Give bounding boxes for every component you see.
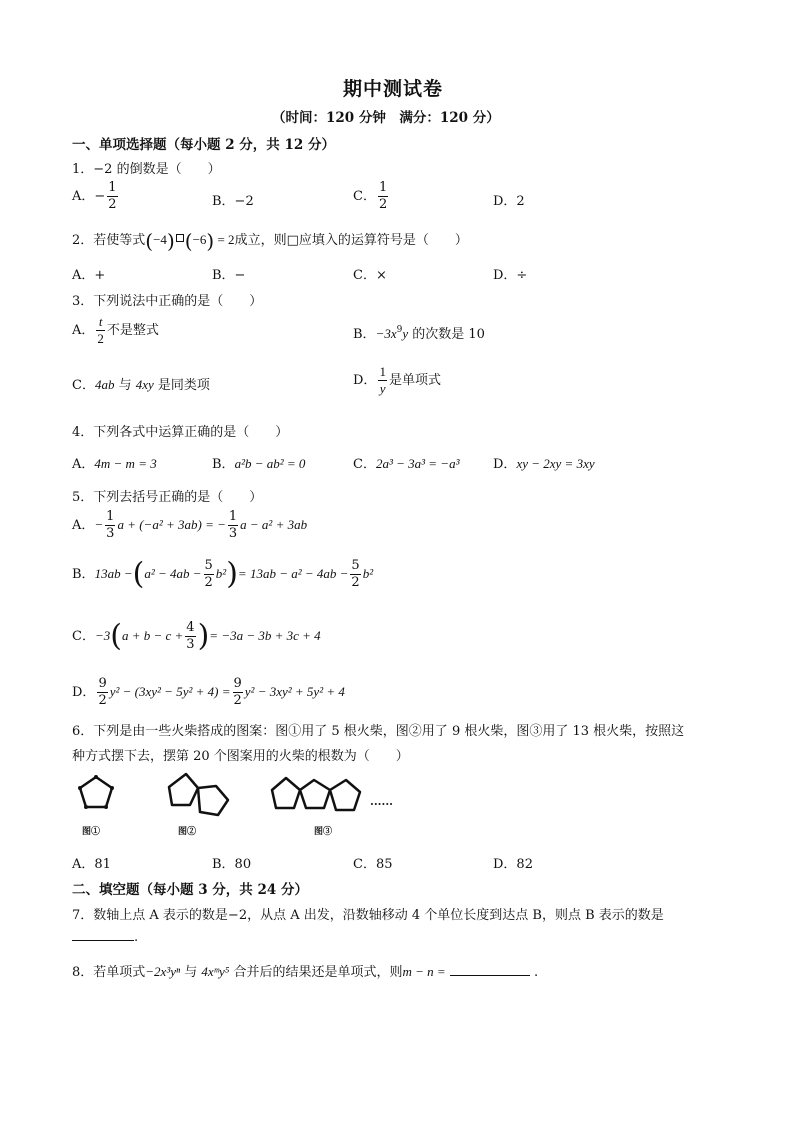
fraction-numerator: 9 [233, 676, 242, 691]
math-term: −4 [153, 232, 167, 247]
math-term: = 2 [214, 232, 235, 247]
fraction-denominator: 3 [186, 637, 195, 652]
option-label: C． [72, 629, 95, 644]
question-5-stem: 5．下列去括号正确的是（ ） [72, 490, 263, 505]
math-term: a + b − c + [121, 628, 184, 643]
math-term: −6 [192, 232, 207, 247]
fraction-numerator: 1 [108, 180, 117, 195]
option-label: C． [353, 457, 376, 472]
option-label: D． [493, 457, 517, 472]
math-term: y² − (3xy² − 5y² + 4) = [109, 684, 231, 699]
math-term: b² [362, 566, 374, 581]
math-term: 4xy [135, 377, 154, 392]
option-text: 是同类项 [153, 378, 210, 393]
question-2-option-a: A．+ [72, 268, 106, 283]
question-3-option-a [72, 314, 159, 347]
question-3-option-d [353, 364, 441, 397]
math-term: −3 [94, 628, 111, 643]
fraction [378, 364, 387, 397]
math-expression: 2a³ − 3a³ = −a³ [375, 456, 460, 471]
fraction [378, 180, 388, 213]
option-label: D． [353, 373, 377, 388]
math-expression: xy − 2xy = 3xy [516, 456, 595, 471]
fraction-numerator: t [96, 314, 105, 331]
question-3-stem: 3．下列说法中正确的是（ ） [72, 294, 263, 309]
fraction [185, 620, 195, 653]
question-4-option-c [353, 453, 459, 472]
question-4-option-a [72, 453, 157, 472]
fraction-denominator: 2 [351, 575, 360, 590]
question-6-stem-line2: 种方式摆下去，摆第 20 个图案用的火柴的根数为（ ） [72, 749, 409, 764]
fraction [350, 558, 360, 591]
fraction-denominator: 2 [98, 693, 107, 708]
fraction-numerator: 4 [186, 620, 195, 635]
fraction [204, 558, 214, 591]
matchstick-pattern-svg [68, 768, 398, 840]
option-label: C． [72, 378, 95, 393]
option-label: B． [212, 457, 235, 472]
stem-text: 合并后的结果还是单项式，则 [229, 965, 403, 980]
option-text: 不是整式 [106, 323, 159, 338]
figure-caption-3: 图③ [314, 827, 333, 837]
question-5-option-d [72, 676, 345, 709]
math-term: 4xᵐy⁵ [201, 964, 230, 979]
math-term: a + (−a² + 3ab) = − [117, 517, 226, 532]
question-1-option-d: D．2 [493, 194, 525, 209]
vertex-dot [78, 786, 82, 790]
pentagon-2-1 [169, 774, 198, 805]
question-1-stem: 1．−2 的倒数是（ ） [72, 162, 221, 177]
question-6-option-a: A．81 [72, 857, 111, 872]
math-expression: a²b − ab² = 0 [234, 456, 306, 471]
stem-text: 8．若单项式 [72, 965, 146, 980]
vertex-dot [84, 805, 88, 809]
math-term: m − n = [402, 964, 446, 979]
question-8-stem [72, 961, 538, 980]
punctuation: . [134, 930, 139, 945]
section-heading-fill-in: 二、填空题（每小题 3 分，共 24 分） [72, 882, 308, 898]
fraction-numerator: 5 [204, 558, 213, 573]
question-6-stem-line1: 6．下列是由一些火柴搭成的图案：图①用了 5 根火柴，图②用了 9 根火柴，图③用了 13 根火柴，按照这 [72, 724, 685, 739]
question-6-option-c: C．85 [353, 857, 393, 872]
math-term: −3x [375, 326, 397, 341]
option-text: 与 [114, 378, 136, 393]
fraction-denominator: 2 [204, 575, 213, 590]
figure-continuation-dots: ...... [370, 795, 393, 808]
exam-info: （时间：120 分钟 满分：120 分） [272, 110, 500, 126]
figure-caption-1: 图① [82, 827, 101, 837]
fraction-denominator: 2 [97, 331, 104, 346]
question-2-option-c: C．× [353, 268, 387, 283]
vertex-dot [94, 775, 98, 779]
question-6-option-d: D．82 [493, 857, 533, 872]
fraction-denominator: 3 [106, 526, 115, 541]
stem-text: 与 [180, 965, 202, 980]
fraction-denominator: 2 [233, 693, 242, 708]
question-1-option-c [353, 180, 390, 213]
question-1-option-a [72, 180, 120, 213]
question-2-stem [72, 229, 468, 254]
math-sign: − [94, 189, 106, 204]
question-7-answer-line [72, 928, 138, 945]
fraction-numerator: 1 [378, 180, 388, 195]
stem-text: 2．若使等式 [72, 233, 146, 248]
question-5-option-c: C．−3(a + b − c + $\frac{4}{3}$ )= −3a − 3b + 3c + 4 [72, 618, 321, 654]
option-label: A． [72, 189, 95, 204]
punctuation: . [529, 965, 539, 980]
page-title: 期中测试卷 [343, 78, 444, 100]
fraction-denominator: 2 [108, 197, 117, 212]
option-text: 是单项式 [388, 373, 441, 388]
option-label: C． [353, 189, 376, 204]
exponent: 9 [396, 325, 403, 335]
option-label: A． [72, 457, 95, 472]
question-1-option-b: B．−2 [212, 194, 254, 209]
fraction-denominator: y [379, 381, 386, 396]
fraction [96, 314, 105, 347]
fraction-numerator: 9 [98, 676, 107, 691]
question-4-stem: 4．下列各式中运算正确的是（ ） [72, 425, 289, 440]
math-term: = −3a − 3b + 3c + 4 [209, 628, 321, 643]
pentagon-3-2 [300, 780, 330, 808]
math-expression: 4m − m = 3 [94, 456, 157, 471]
question-3-option-b [353, 323, 485, 342]
option-text: 的次数是 10 [408, 327, 485, 342]
math-term: 4ab [94, 377, 115, 392]
blank-box-icon [176, 234, 184, 242]
section-heading-choice: 一、单项选择题（每小题 2 分，共 12 分） [72, 137, 335, 153]
question-2-option-b: B．− [212, 268, 246, 283]
fraction [107, 180, 117, 213]
fraction [97, 676, 107, 709]
fraction-denominator: 3 [228, 526, 238, 541]
answer-blank[interactable] [72, 928, 134, 941]
pentagon-2-2 [198, 786, 228, 815]
option-label: B． [72, 567, 95, 582]
stem-text: 成立，则□应填入的运算符号是（ ） [234, 233, 468, 248]
math-term: b² [215, 566, 227, 581]
option-label: A． [72, 323, 95, 338]
fraction [233, 676, 243, 709]
question-3-option-c [72, 374, 210, 393]
math-term: y [402, 326, 409, 341]
fraction-numerator: 1 [106, 509, 115, 524]
question-6-option-b: B．80 [212, 857, 252, 872]
math-term: = 13ab − a² − 4ab − [237, 566, 349, 581]
fraction-numerator: 1 [379, 364, 386, 379]
option-label: D． [72, 685, 96, 700]
question-5-option-b: B．13ab −(a² − 4ab − $\frac{5}{2}$ b²)= 13ab − a² − 4ab − $\frac{5}{2}$ b² [72, 556, 374, 592]
math-term: −2x³yⁿ [145, 964, 181, 979]
fraction-numerator: 1 [228, 509, 238, 524]
option-label: A． [72, 518, 95, 533]
question-4-option-b [212, 453, 305, 472]
option-label: B． [353, 327, 376, 342]
pentagon-1-1 [80, 777, 112, 807]
figure-caption-2: 图② [178, 827, 197, 837]
vertex-dot [110, 786, 114, 790]
question-7-stem: 7．数轴上点 A 表示的数是−2，从点 A 出发，沿数轴移动 4 个单位长度到达点 B，则点 B 表示的数是 [72, 908, 664, 923]
fraction [105, 509, 115, 542]
fraction-denominator: 2 [378, 197, 388, 212]
question-5-option-a [72, 509, 307, 542]
pentagon-3-1 [272, 778, 300, 808]
math-term: 13ab − [94, 566, 133, 581]
math-expression: (−4) (−6) = 2 [145, 229, 235, 254]
matchstick-figure [68, 768, 398, 840]
question-4-option-d [493, 453, 595, 472]
math-term: y² − 3xy² + 5y² + 4 [244, 684, 345, 699]
math-term: a² − 4ab − [144, 566, 202, 581]
math-term: − [94, 517, 104, 532]
question-2-option-d: D．÷ [493, 268, 528, 283]
pentagon-3-3 [330, 780, 360, 810]
vertex-dot [104, 805, 108, 809]
fraction-numerator: 5 [351, 558, 360, 573]
answer-blank[interactable] [450, 963, 530, 976]
math-term: a − a² + 3ab [240, 517, 308, 532]
fraction [228, 509, 238, 542]
